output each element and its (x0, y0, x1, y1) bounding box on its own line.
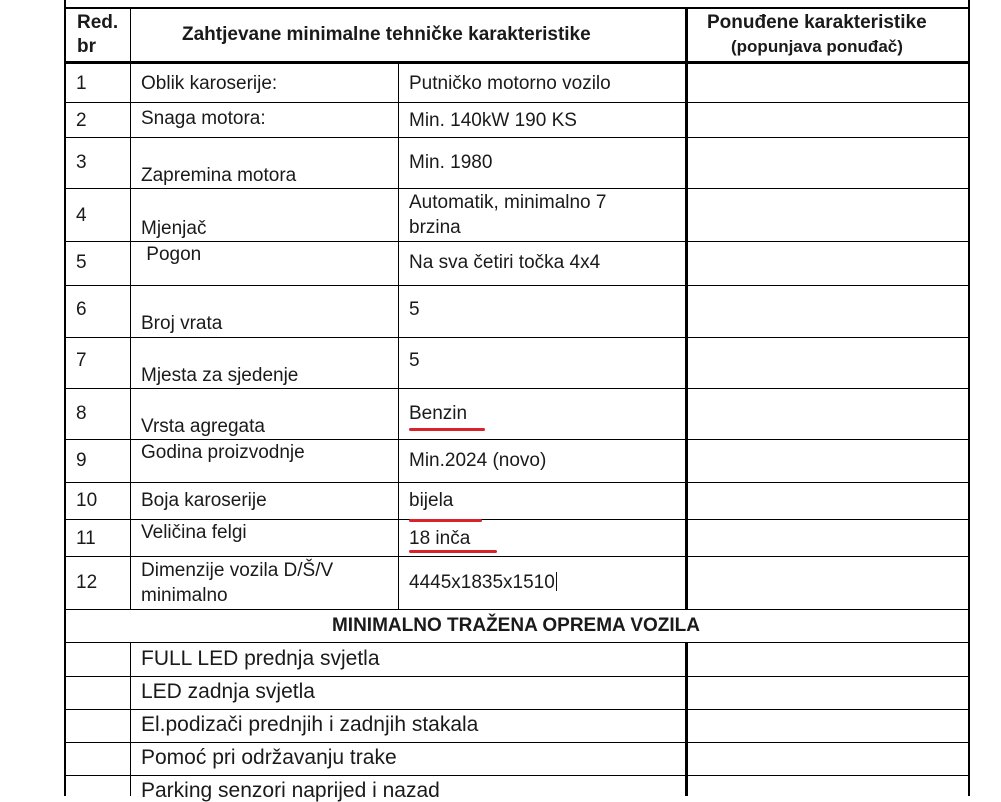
row-5-value: Na sva četiri točka 4x4 (409, 252, 601, 273)
row-11-num: 11 (76, 528, 96, 549)
row-11-value: 18 inča (409, 528, 471, 549)
row-5-num: 5 (76, 252, 87, 273)
rule-top (64, 7, 969, 9)
rule-header-bottom (64, 61, 969, 64)
header-num-line1: Red. (77, 12, 119, 33)
header-required: Zahtjevane minimalne tehničke karakteristike (182, 24, 591, 45)
rule-row-5 (64, 285, 969, 286)
rule-row-9 (64, 482, 969, 483)
row-8-label: Vrsta agregata (141, 416, 265, 437)
row-10-label: Boja karoserije (141, 490, 267, 511)
red-underline-bijela (409, 519, 482, 522)
rule-row-3 (64, 188, 969, 189)
rule-row-12 (64, 609, 969, 610)
row-7-label: Mjesta za sjedenje (141, 365, 299, 386)
row-1-label: Oblik karoserije: (141, 73, 278, 94)
row-3-label: Zapremina motora (141, 165, 297, 186)
row-9-num: 9 (76, 450, 87, 471)
rule-row-1 (64, 102, 969, 103)
row-10-num: 10 (76, 490, 98, 511)
rule-row-6 (64, 337, 969, 338)
equipment-item-1: FULL LED prednja svjetla (141, 647, 380, 670)
row-3-num: 3 (76, 152, 87, 173)
rule-eq-1 (64, 676, 969, 677)
rule-eq-2 (64, 709, 969, 710)
header-offered-line1: Ponuđene karakteristike (707, 12, 927, 33)
rule-row-8 (64, 439, 969, 440)
row-4-label: Mjenjač (141, 218, 207, 239)
row-3-value: Min. 1980 (409, 152, 493, 173)
rule-eq-3 (64, 742, 969, 743)
rule-row-10 (64, 519, 969, 520)
row-7-value: 5 (409, 350, 420, 371)
row-12-num: 12 (76, 572, 98, 593)
row-6-label: Broj vrata (141, 313, 223, 334)
row-12-label-line1: Dimenzije vozila D/Š/V (141, 560, 334, 581)
row-9-value: Min.2024 (novo) (409, 450, 547, 471)
rule-row-2 (64, 137, 969, 138)
red-underline-benzin (409, 428, 485, 431)
row-12-label-line2: minimalno (141, 585, 228, 606)
red-underline-18-inca (409, 550, 497, 553)
equipment-item-2: LED zadnja svjetla (141, 680, 315, 703)
row-10-value: bijela (409, 490, 454, 511)
rule-row-11 (64, 556, 969, 557)
rule-col-offered-eq (685, 642, 688, 796)
row-9-label: Godina proizvodnje (141, 442, 305, 463)
rule-eq-4 (64, 775, 969, 776)
rule-right (968, 0, 970, 796)
header-offered-line2: (popunjava ponuđač) (731, 37, 903, 56)
row-2-num: 2 (76, 110, 87, 131)
row-2-label: Snaga motora: (141, 108, 266, 129)
row-8-value: Benzin (409, 403, 468, 424)
row-12-value-wrap (409, 572, 557, 594)
row-4-value-line1: Automatik, minimalno 7 (409, 192, 607, 213)
row-2-value: Min. 140kW 190 KS (409, 110, 577, 131)
header-num-line2: br (77, 36, 96, 57)
text-cursor (556, 572, 557, 591)
row-6-num: 6 (76, 299, 87, 320)
rule-left (64, 0, 66, 796)
row-7-num: 7 (76, 350, 87, 371)
row-4-value-line2: brzina (409, 217, 461, 238)
rule-section (64, 642, 969, 643)
rule-col-offered (685, 7, 688, 609)
rule-row-4 (64, 241, 969, 242)
row-1-num: 1 (76, 73, 87, 94)
row-1-value: Putničko motorno vozilo (409, 73, 611, 94)
row-11-label: Veličina felgi (141, 522, 247, 543)
row-8-num: 8 (76, 403, 87, 424)
row-5-label: Pogon (141, 244, 202, 265)
equipment-section-title: MINIMALNO TRAŽENA OPREMA VOZILA (331, 615, 700, 636)
rule-col-num-eq (130, 642, 131, 796)
row-12-value: 4445x1835x1510 (409, 572, 555, 593)
row-4-num: 4 (76, 205, 87, 226)
rule-row-7 (64, 388, 969, 389)
equipment-item-5: Parking senzori naprijed i nazad (141, 779, 440, 802)
equipment-item-4: Pomoć pri održavanju trake (141, 746, 397, 769)
rule-col-value (398, 62, 399, 609)
row-6-value: 5 (409, 299, 420, 320)
rule-col-num (130, 7, 131, 609)
equipment-item-3: El.podizači prednjih i zadnjih stakala (141, 713, 479, 736)
